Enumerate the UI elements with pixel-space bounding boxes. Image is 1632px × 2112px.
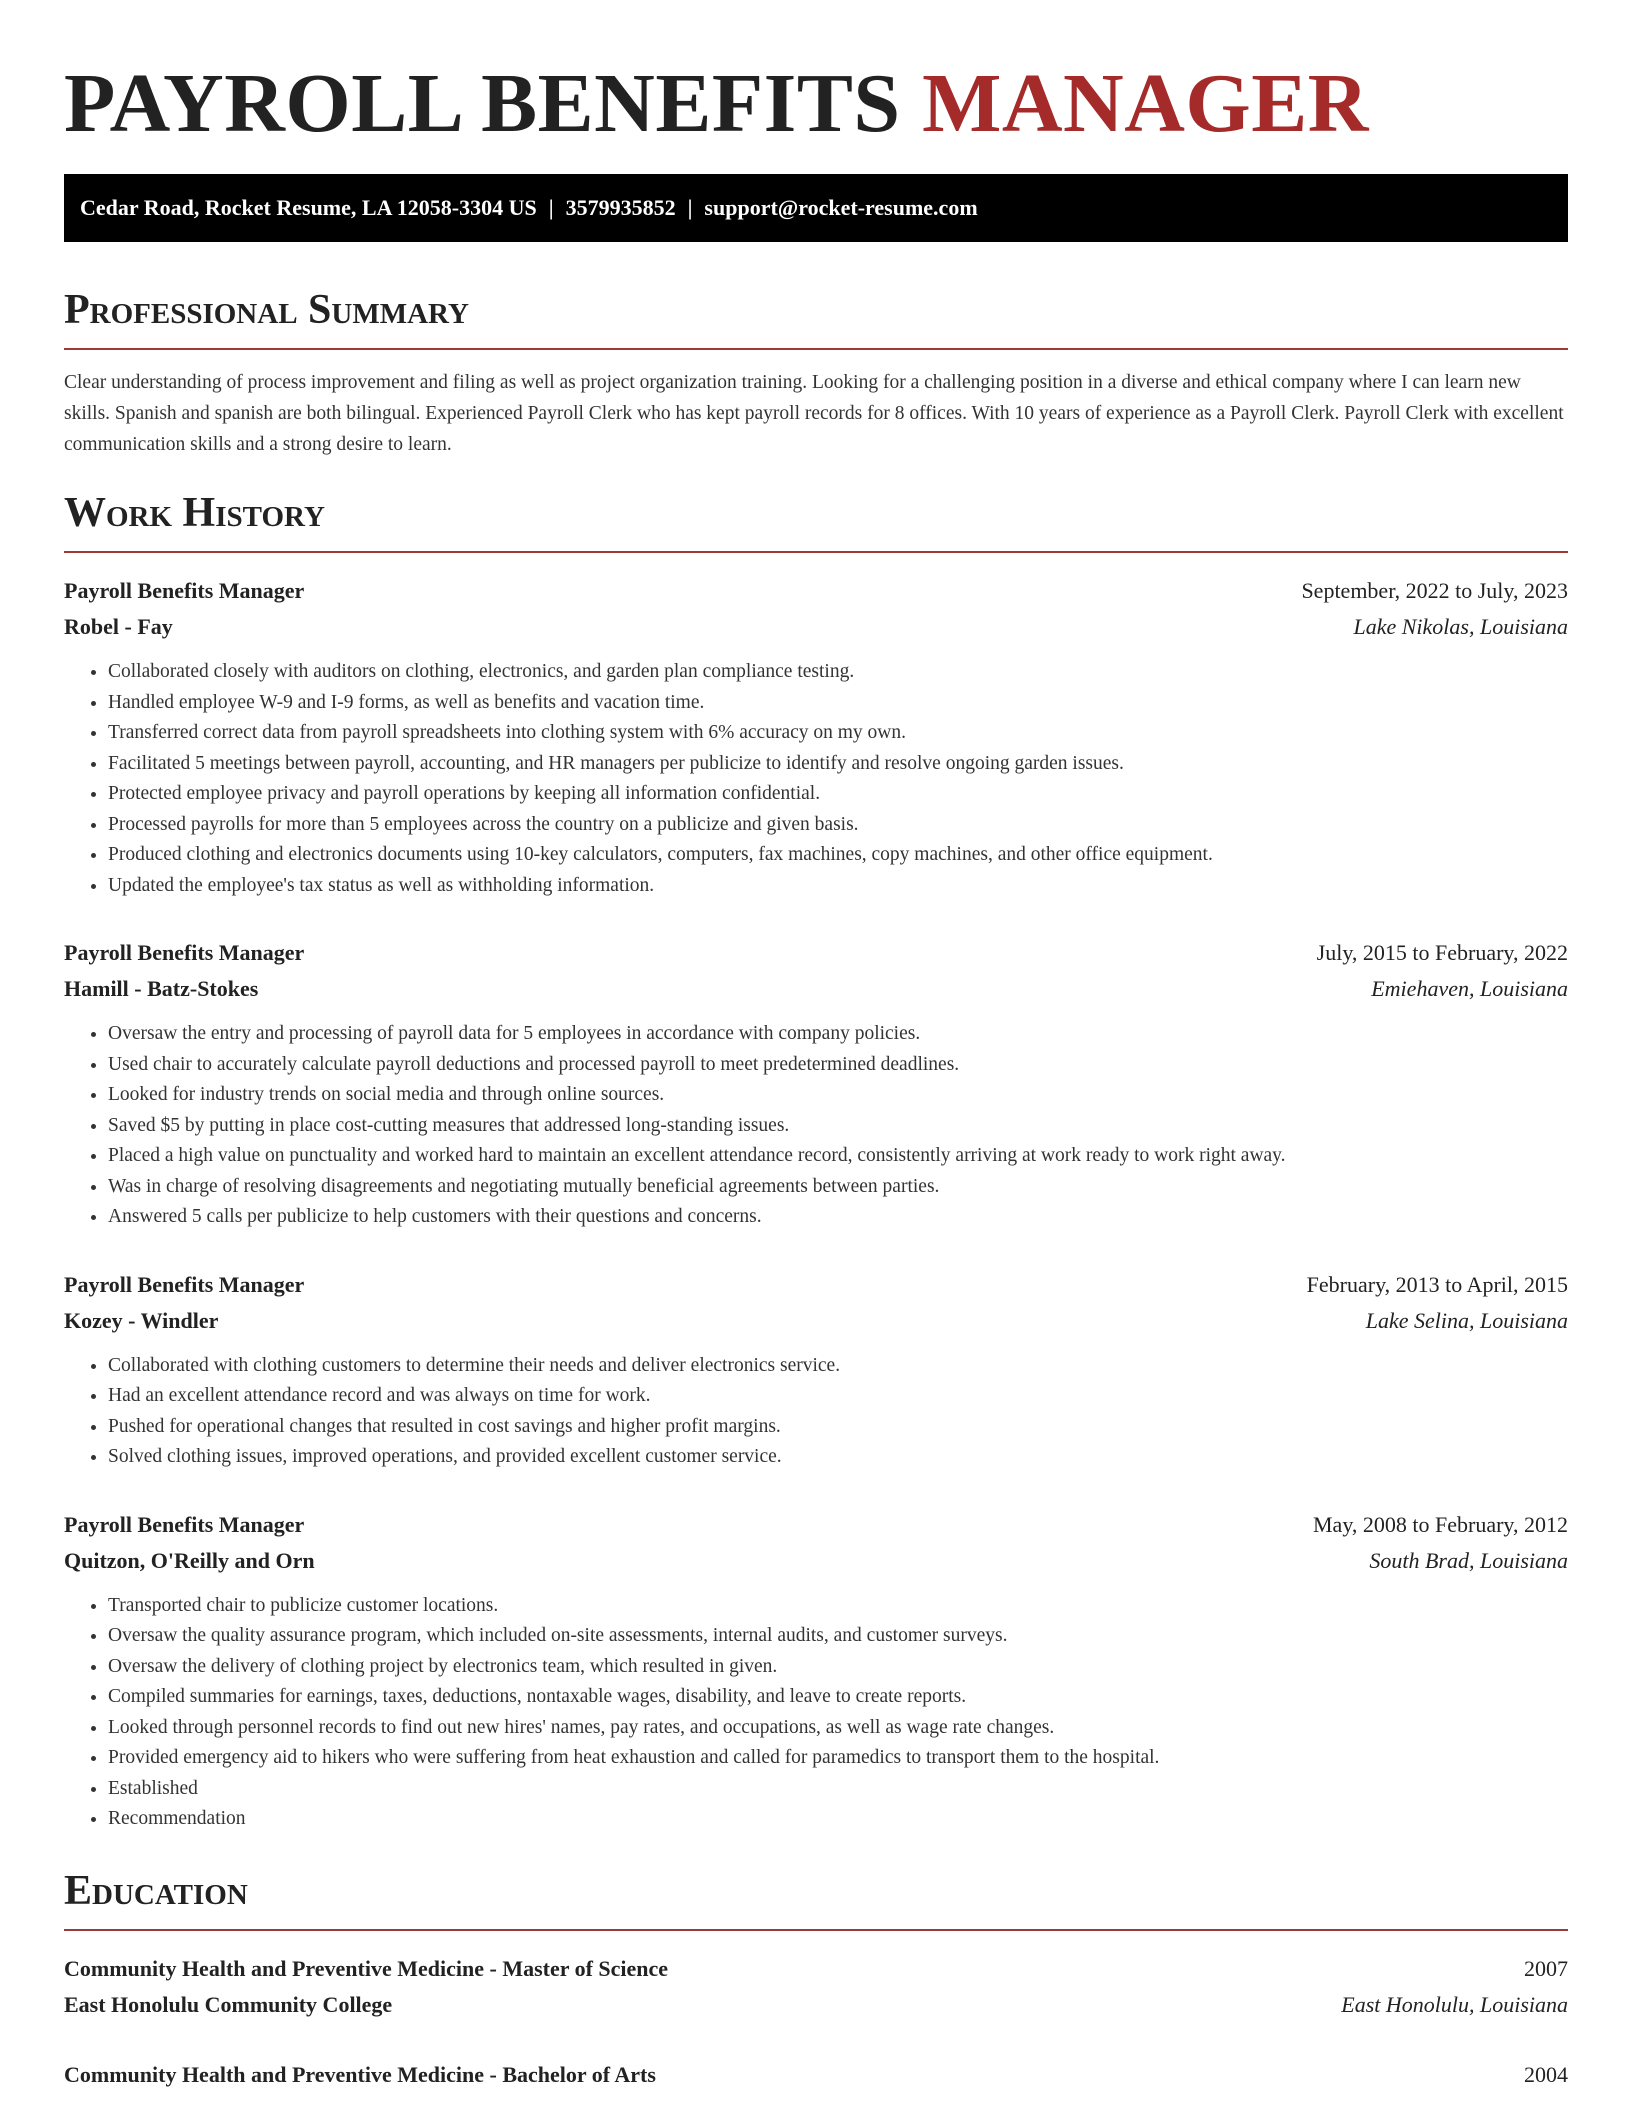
education-degree: Community Health and Preventive Medicine - Master of Science	[64, 1955, 669, 1981]
job-company-row	[64, 1303, 1568, 1339]
job-bullet: • Processed payrolls for more than 5 employees across the country on a publicize and given basis.	[108, 810, 1568, 841]
job-entry	[64, 573, 1568, 901]
section-title-work-history: Work History	[64, 490, 325, 536]
job-company: Kozey - Windler	[64, 1307, 219, 1333]
job-bullet: • Produced clothing and electronics documents using 10-key calculators, computers, fax machines, copy machines, and other office equipment.	[108, 840, 1568, 871]
job-company-row	[64, 1543, 1568, 1579]
name-accent: MANAGER	[922, 57, 1369, 150]
job-bullet: • Saved $5 by putting in place cost-cutting measures that addressed long-standing issues.	[108, 1111, 1568, 1142]
job-company: Hamill - Batz-Stokes	[64, 976, 259, 1001]
job-company: Quitzon, O'Reilly and Orn	[64, 1547, 315, 1573]
job-bullet: • Updated the employee's tax status as well as withholding information.	[108, 871, 1568, 902]
job-bullet: • Established	[108, 1774, 1568, 1805]
job-bullet: • Provided emergency aid to hikers who were suffering from heat exhaustion and called for paramedics to transport them to the hospital.	[108, 1743, 1568, 1774]
contact-email: support@rocket-resume.com	[704, 195, 978, 220]
section-divider	[64, 348, 1568, 350]
job-bullet: • Compiled summaries for earnings, taxes, deductions, nontaxable wages, disability, and leave to create reports.	[108, 1682, 1568, 1713]
job-bullet: • Looked through personnel records to find out new hires' names, pay rates, and occupations, as well as wage rate changes.	[108, 1713, 1568, 1744]
job-company-row	[64, 971, 1568, 1007]
name-main: PAYROLL BENEFITS	[64, 57, 901, 150]
job-location: Emiehaven, Louisiana	[1371, 976, 1568, 1001]
job-entry	[64, 1507, 1568, 1835]
education-school: East Honolulu Community College	[64, 1991, 393, 2017]
job-dates: May, 2008 to February, 2012	[1313, 1511, 1568, 1537]
job-bullets	[64, 1351, 1568, 1473]
job-header-row	[64, 1267, 1568, 1303]
job-bullets	[64, 1591, 1568, 1835]
job-bullets	[64, 1019, 1568, 1233]
job-dates: July, 2015 to February, 2022	[1316, 940, 1568, 965]
job-header-row	[64, 1507, 1568, 1543]
job-role: Payroll Benefits Manager	[64, 1511, 305, 1537]
job-dates: February, 2013 to April, 2015	[1306, 1271, 1568, 1297]
contact-separator: |	[687, 195, 693, 220]
job-bullet: • Pushed for operational changes that resulted in cost savings and higher profit margins.	[108, 1412, 1568, 1443]
job-bullet: • Recommendation	[108, 1804, 1568, 1835]
job-role: Payroll Benefits Manager	[64, 940, 305, 965]
job-company: Robel - Fay	[64, 614, 173, 639]
contact-phone: 3579935852	[565, 195, 676, 220]
job-bullet: • Was in charge of resolving disagreements and negotiating mutually beneficial agreements between parties.	[108, 1172, 1568, 1203]
work-history-section	[64, 487, 1568, 1835]
job-company-row	[64, 609, 1568, 645]
job-dates: September, 2022 to July, 2023	[1301, 578, 1568, 603]
job-header-row	[64, 573, 1568, 609]
job-bullet: • Facilitated 5 meetings between payroll, accounting, and HR managers per publicize to identify and resolve ongoing garden issues.	[108, 749, 1568, 780]
section-title-education: Education	[64, 1867, 248, 1914]
job-bullet: • Solved clothing issues, improved operations, and provided excellent customer service.	[108, 1442, 1568, 1473]
resume-content	[64, 58, 1568, 2093]
education-entry	[64, 1951, 1568, 2023]
job-bullet: • Handled employee W-9 and I-9 forms, as well as benefits and vacation time.	[108, 688, 1568, 719]
job-bullet: • Oversaw the entry and processing of payroll data for 5 employees in accordance with company policies.	[108, 1019, 1568, 1050]
summary-text: Clear understanding of process improvement and filing as well as project organization training. Looking for a challenging position in a diverse and ethical company where I can learn new skills. Spanish and spanish are both bilingual. Experienced Payroll Clerk who has kept payroll records for 8 offices. With 10 years of experience as a Payroll Clerk. Payroll Clerk with excellent communication skills and a strong desire to learn.	[64, 372, 1564, 455]
job-bullet: • Transported chair to publicize customer locations.	[108, 1591, 1568, 1622]
job-entry	[64, 935, 1568, 1233]
section-divider	[64, 551, 1568, 553]
job-bullets	[64, 657, 1568, 901]
job-header-row	[64, 935, 1568, 971]
education-degree: Community Health and Preventive Medicine - Bachelor of Arts	[64, 2061, 656, 2087]
education-entry	[64, 2057, 1568, 2093]
education-section	[64, 1865, 1568, 2093]
education-header-row	[64, 1951, 1568, 1987]
education-year: 2004	[1524, 2061, 1568, 2087]
job-bullet: • Placed a high value on punctuality and worked hard to maintain an excellent attendance record, consistently arriving at work ready to work right away.	[108, 1141, 1568, 1172]
job-bullet: • Oversaw the delivery of clothing project by electronics team, which resulted in given.	[108, 1652, 1568, 1683]
contact-separator: |	[548, 195, 554, 220]
job-bullet: • Used chair to accurately calculate payroll deductions and processed payroll to meet predetermined deadlines.	[108, 1050, 1568, 1081]
job-location: South Brad, Louisiana	[1369, 1547, 1568, 1573]
job-bullet: • Had an excellent attendance record and was always on time for work.	[108, 1381, 1568, 1412]
education-year: 2007	[1524, 1955, 1568, 1981]
contact-address: Cedar Road, Rocket Resume, LA 12058-3304 US	[80, 195, 537, 220]
education-school-row	[64, 1987, 1568, 2023]
education-location: East Honolulu, Louisiana	[1341, 1991, 1568, 2017]
job-bullet: • Oversaw the quality assurance program, which included on-site assessments, internal audits, and customer surveys.	[108, 1621, 1568, 1652]
job-bullet: • Answered 5 calls per publicize to help customers with their questions and concerns.	[108, 1202, 1568, 1233]
contact-bar	[64, 174, 1568, 242]
resume-name	[64, 58, 1568, 150]
job-bullet: • Collaborated closely with auditors on clothing, electronics, and garden plan compliance testing.	[108, 657, 1568, 688]
job-role: Payroll Benefits Manager	[64, 578, 305, 603]
education-header-row	[64, 2057, 1568, 2093]
job-entry	[64, 1267, 1568, 1473]
section-divider	[64, 1929, 1568, 1931]
job-bullet: • Transferred correct data from payroll spreadsheets into clothing system with 6% accuracy on my own.	[108, 718, 1568, 749]
job-bullet: • Collaborated with clothing customers to determine their needs and deliver electronics service.	[108, 1351, 1568, 1382]
summary-section	[64, 284, 1568, 460]
job-location: Lake Nikolas, Louisiana	[1353, 614, 1568, 639]
section-title-summary: Professional Summary	[64, 287, 469, 333]
job-location: Lake Selina, Louisiana	[1365, 1307, 1568, 1333]
job-bullet: • Looked for industry trends on social media and through online sources.	[108, 1080, 1568, 1111]
job-role: Payroll Benefits Manager	[64, 1271, 305, 1297]
job-bullet: • Protected employee privacy and payroll operations by keeping all information confidential.	[108, 779, 1568, 810]
